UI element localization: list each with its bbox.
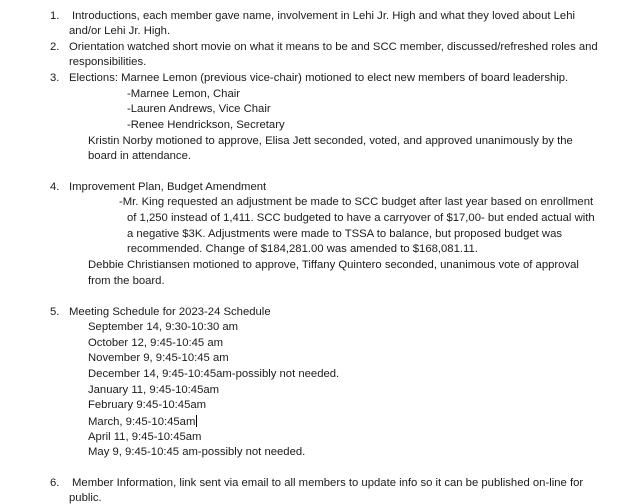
item-3-motion-line-2: board in attendance. <box>88 150 192 162</box>
item-4-line-1: Improvement Plan, Budget Amendment <box>69 181 267 193</box>
item-2-line-2: responsibilities. <box>69 56 147 68</box>
text-cursor <box>196 415 197 427</box>
item-4-detail-line-1: -Mr. King requested an adjustment be made to SCC budget after last year based on enrollment <box>119 196 594 208</box>
schedule-entry-september: September 14, 9:30-10:30 am <box>88 321 239 333</box>
officer-secretary: -Renee Hendrickson, Secretary <box>127 119 285 131</box>
item-1-number: 1. <box>50 10 60 22</box>
item-1-line-2: and/or Lehi Jr. High. <box>69 25 171 37</box>
schedule-entry-january: January 11, 9:45-10:45am <box>88 384 220 396</box>
item-5-number: 5. <box>50 306 60 318</box>
schedule-entry-march: March, 9:45-10:45am <box>88 416 196 428</box>
item-6-number: 6. <box>50 477 60 489</box>
officer-vice-chair: -Lauren Andrews, Vice Chair <box>127 103 271 115</box>
item-4-detail-line-4: recommended. Change of $184,281.00 was amended to $168,081.11. <box>127 243 478 255</box>
item-4-motion-line-2: from the board. <box>88 275 165 287</box>
schedule-entry-march-wrapper <box>88 415 197 428</box>
item-3-line-1: Elections: Marnee Lemon (previous vice-chair) motioned to elect new members of board leadership. <box>69 72 569 84</box>
item-4-detail-line-3: a negative $3K. Adjustments were made to TSSA to balance, but proposed budget was <box>127 228 563 240</box>
item-1-line-1: Introductions, each member gave name, involvement in Lehi Jr. High and what they loved about Lehi <box>72 10 576 22</box>
item-4-number: 4. <box>50 181 60 193</box>
item-4-detail-line-2: of 1,250 instead of 1,411. SCC budgeted to have a carryover of $17,00- but ended actual with <box>127 212 595 224</box>
item-3-number: 3. <box>50 72 60 84</box>
item-2-line-1: Orientation watched short movie on what it means to be and SCC member, discussed/refreshed roles and <box>69 41 598 53</box>
schedule-entry-april: April 11, 9:45-10:45am <box>88 431 202 443</box>
item-3-motion-line-1: Kristin Norby motioned to approve, Elisa Jett seconded, voted, and approved unanimously by the <box>88 135 573 147</box>
schedule-entry-may: May 9, 9:45-10:45 am-possibly not needed. <box>88 446 306 458</box>
officer-chair: -Marnee Lemon, Chair <box>127 88 241 100</box>
item-4-motion-line-1: Debbie Christiansen motioned to approve, Tiffany Quintero seconded, unanimous vote of approval <box>88 259 579 271</box>
schedule-entry-december: December 14, 9:45-10:45am-possibly not needed. <box>88 368 340 380</box>
schedule-entry-november: November 9, 9:45-10:45 am <box>88 352 229 364</box>
item-2-number: 2. <box>50 41 60 53</box>
item-5-line-1: Meeting Schedule for 2023-24 Schedule <box>69 306 271 318</box>
schedule-entry-february: February 9:45-10:45am <box>88 399 207 411</box>
item-6-line-1: Member Information, link sent via email to all members to update info so it can be published on-line for <box>72 477 584 489</box>
item-6-line-2: public. <box>69 492 102 504</box>
schedule-entry-october: October 12, 9:45-10:45 am <box>88 337 224 349</box>
